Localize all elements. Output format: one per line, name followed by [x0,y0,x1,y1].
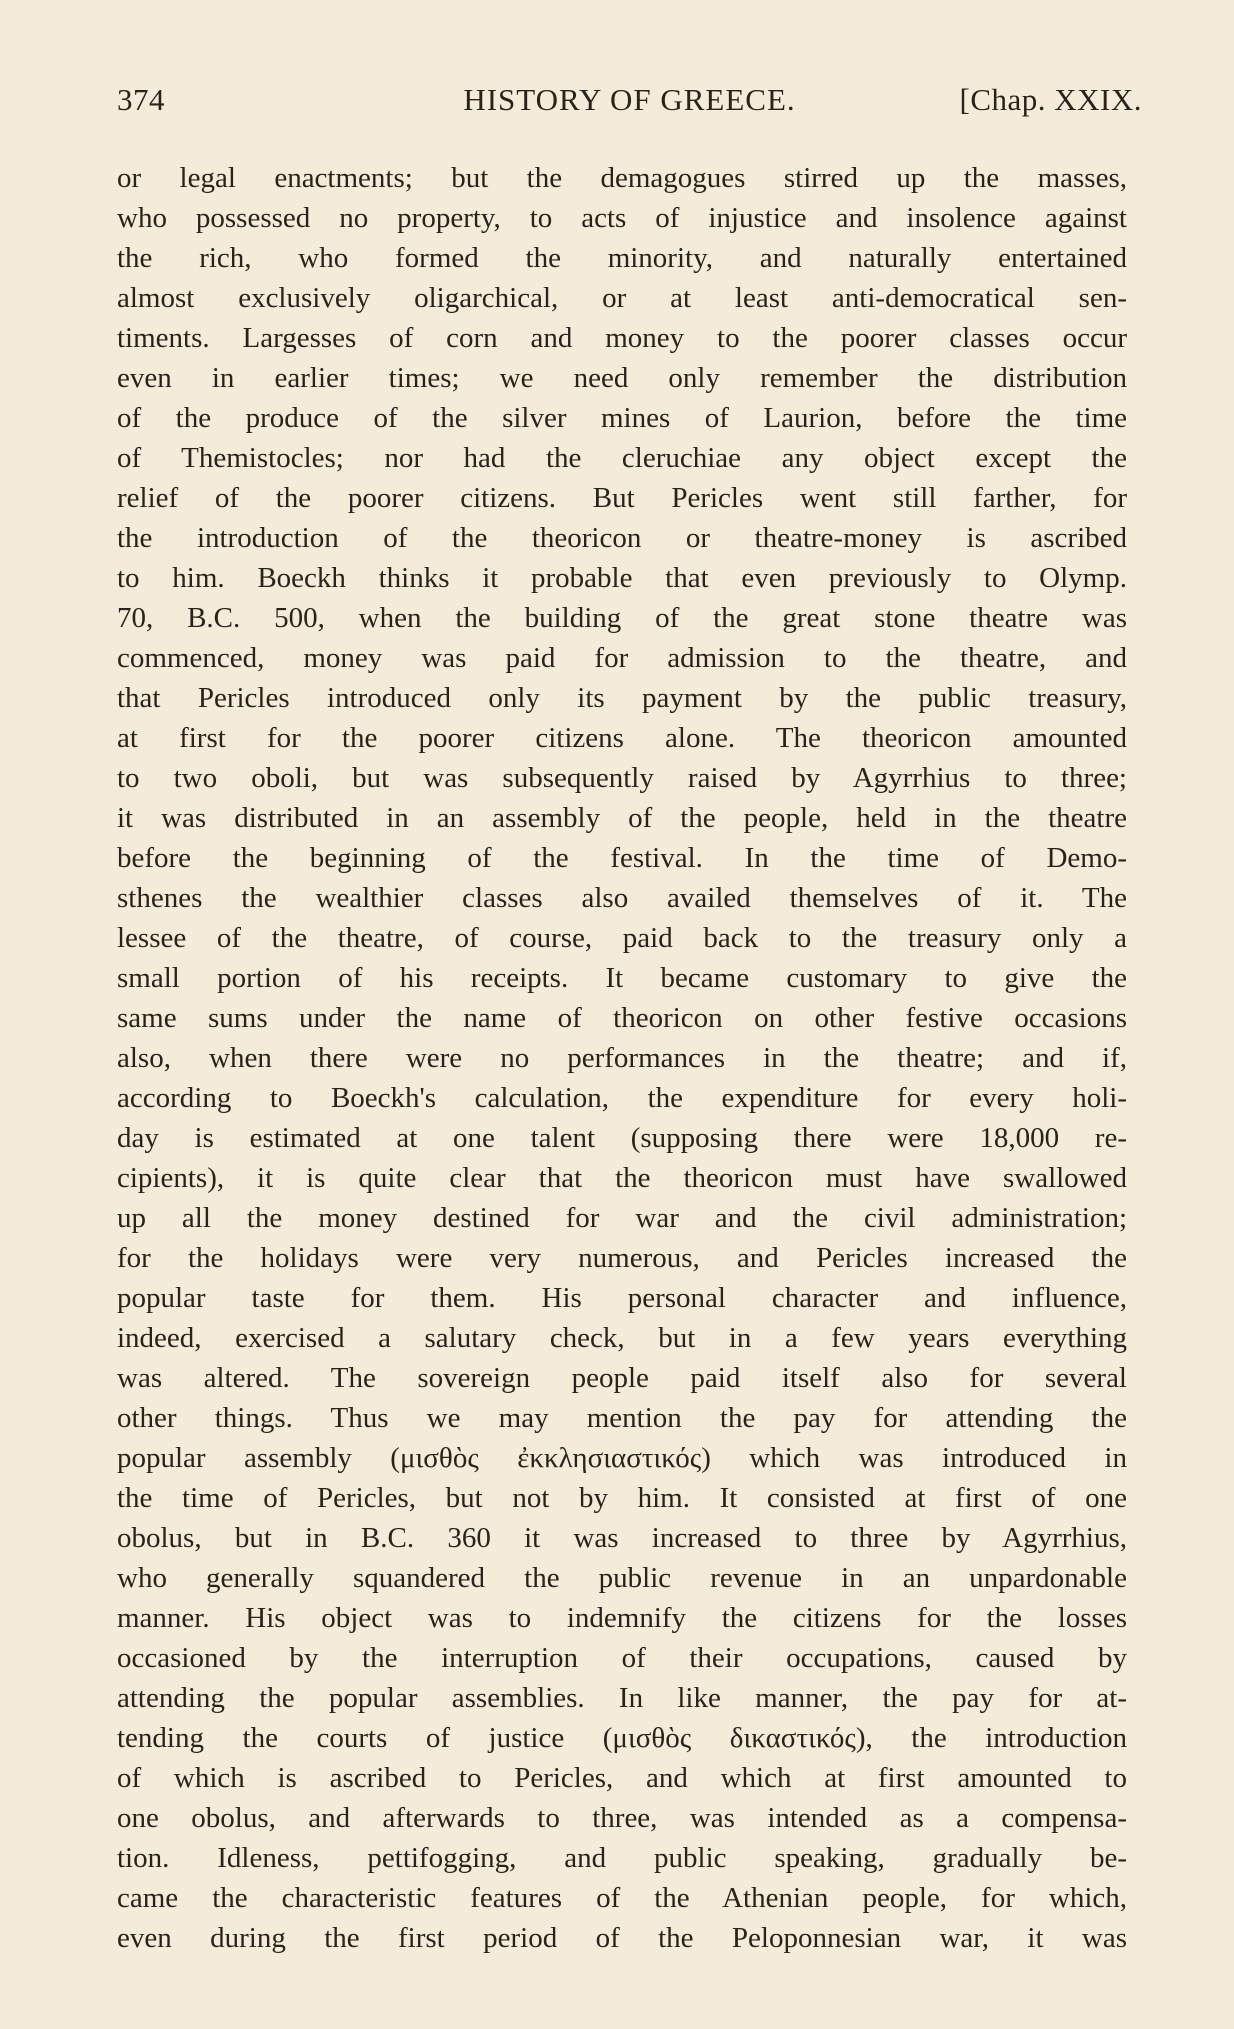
text-line: popular taste for them. His personal character and influence, [117,1282,1127,1314]
text-line: almost exclusively oligarchical, or at least anti-democratical sen- [117,282,1127,314]
body-text [117,158,1127,1958]
text-line: of which is ascribed to Pericles, and which at first amounted to [117,1762,1127,1794]
text-line: relief of the poorer citizens. But Pericles went still farther, for [117,482,1127,514]
text-line: other things. Thus we may mention the pay for attending the [117,1402,1127,1434]
text-line: at first for the poorer citizens alone. The theoricon amounted [117,722,1127,754]
text-line: one obolus, and afterwards to three, was intended as a compensa- [117,1802,1127,1834]
text-line: attending the popular assemblies. In like manner, the pay for at- [117,1682,1127,1714]
text-line: or legal enactments; but the demagogues stirred up the masses, [117,162,1127,194]
running-header [117,82,1142,126]
text-line: was altered. The sovereign people paid itself also for several [117,1362,1127,1394]
text-line: up all the money destined for war and the civil administration; [117,1202,1127,1234]
text-line: manner. His object was to indemnify the citizens for the losses [117,1602,1127,1634]
text-line: popular assembly (μισθὸς ἐκκλησιαστικός) which was introduced in [117,1442,1127,1474]
text-line: even during the first period of the Peloponnesian war, it was [117,1922,1127,1954]
text-line: of Themistocles; nor had the cleruchiae any object except the [117,442,1127,474]
text-line: tending the courts of justice (μισθὸς δικαστικός), the introduction [117,1722,1127,1754]
text-line: day is estimated at one talent (supposing there were 18,000 re- [117,1122,1127,1154]
page-number: 374 [117,82,165,117]
text-line: who generally squandered the public revenue in an unpardonable [117,1562,1127,1594]
text-line: to him. Boeckh thinks it probable that even previously to Olymp. [117,562,1127,594]
text-line: 70, B.C. 500, when the building of the great stone theatre was [117,602,1127,634]
text-line: commenced, money was paid for admission to the theatre, and [117,642,1127,674]
text-line: the introduction of the theoricon or theatre-money is ascribed [117,522,1127,554]
text-line: according to Boeckh's calculation, the expenditure for every holi- [117,1082,1127,1114]
running-title: HISTORY OF GREECE. [463,82,796,117]
text-line: for the holidays were very numerous, and Pericles increased the [117,1242,1127,1274]
text-line: occasioned by the interruption of their occupations, caused by [117,1642,1127,1674]
text-line: small portion of his receipts. It became customary to give the [117,962,1127,994]
text-line: obolus, but in B.C. 360 it was increased to three by Agyrrhius, [117,1522,1127,1554]
text-line: also, when there were no performances in the theatre; and if, [117,1042,1127,1074]
text-line: of the produce of the silver mines of Laurion, before the time [117,402,1127,434]
text-line: sthenes the wealthier classes also availed themselves of it. The [117,882,1127,914]
text-line: timents. Largesses of corn and money to the poorer classes occur [117,322,1127,354]
text-line: the rich, who formed the minority, and naturally entertained [117,242,1127,274]
text-line: tion. Idleness, pettifogging, and public speaking, gradually be- [117,1842,1127,1874]
text-line: cipients), it is quite clear that the theoricon must have swallowed [117,1162,1127,1194]
text-line: who possessed no property, to acts of injustice and insolence against [117,202,1127,234]
text-line: indeed, exercised a salutary check, but in a few years everything [117,1322,1127,1354]
text-line: it was distributed in an assembly of the people, held in the theatre [117,802,1127,834]
text-line: to two oboli, but was subsequently raised by Agyrrhius to three; [117,762,1127,794]
text-line: came the characteristic features of the Athenian people, for which, [117,1882,1127,1914]
text-line: before the beginning of the festival. In the time of Demo- [117,842,1127,874]
text-line: the time of Pericles, but not by him. It consisted at first of one [117,1482,1127,1514]
text-line: even in earlier times; we need only remember the distribution [117,362,1127,394]
text-line: same sums under the name of theoricon on other festive occasions [117,1002,1127,1034]
text-line: lessee of the theatre, of course, paid back to the treasury only a [117,922,1127,954]
chapter-reference: [Chap. XXIX. [959,82,1142,117]
text-line: that Pericles introduced only its payment by the public treasury, [117,682,1127,714]
